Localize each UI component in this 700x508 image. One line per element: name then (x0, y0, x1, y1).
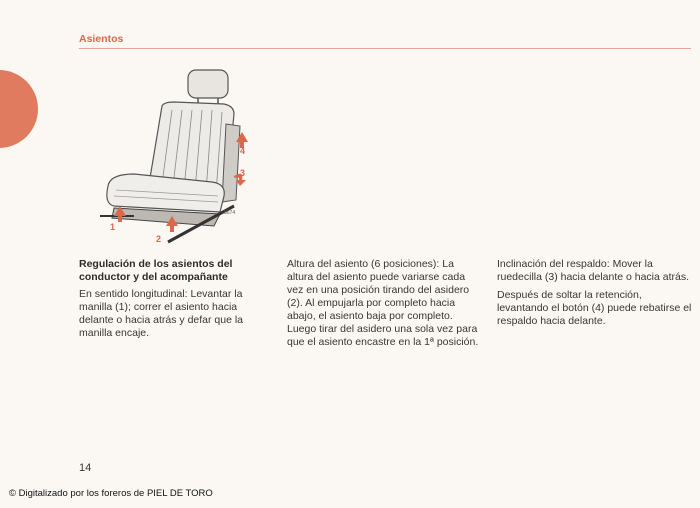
column-seat-adjustment (79, 258, 271, 345)
column-seat-height (287, 258, 482, 354)
section-title: Asientos (79, 33, 124, 45)
callout-2: 2 (156, 234, 162, 244)
backrest-release-paragraph: Después de soltar la retención, levantando el botón (4) puede rebatirse el respaldo hacia delante. (497, 289, 692, 327)
callout-1: 1 (110, 222, 116, 232)
callout-4: 4 (240, 146, 246, 156)
seat-illustration (94, 66, 264, 246)
backrest-inclination-paragraph: Inclinación del respaldo: Mover la ruedecilla (3) hacia delante o hacia atrás. (497, 258, 690, 283)
page-number: 14 (79, 462, 92, 474)
seat-height-paragraph: Altura del asiento (6 posiciones): La altura del asiento puede variarse cada vez en una posición tirando del asidero (2). Al empujarla por completo hacia abajo, el asiento baja por completo. Luego tirar del asidero una sola vez para que el asiento encastre en la 1ª posición. (287, 258, 479, 348)
longitudinal-paragraph: En sentido longitudinal: Levantar la manilla (1); correr el asiento hacia delante o hacia atrás y defar que la manilla encaje. (79, 288, 244, 339)
seat-adjustment-heading: Regulación de los asientos del conductor y del acompañante (79, 258, 233, 283)
figure-code: 8674 (224, 210, 236, 216)
side-tab (0, 70, 38, 148)
header-rule (79, 48, 691, 49)
callout-3: 3 (240, 168, 246, 178)
column-backrest (497, 258, 692, 333)
footer-credit: © Digitalizado por los foreros de PIEL DE TORO (9, 488, 213, 499)
